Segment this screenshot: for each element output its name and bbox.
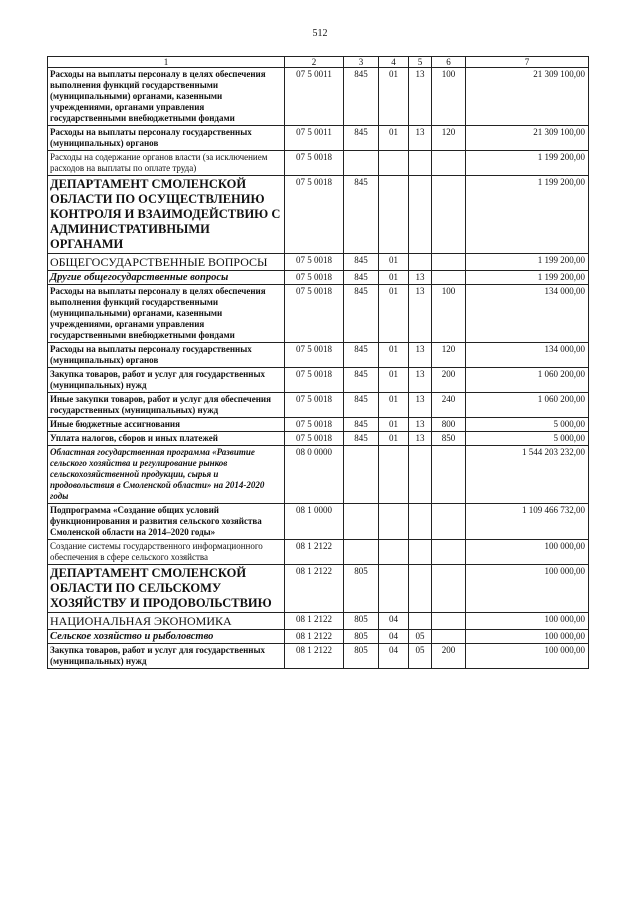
target-article-cell: 07 5 0018 bbox=[285, 343, 344, 368]
expense-name-cell: ДЕПАРТАМЕНТ СМОЛЕНСКОЙ ОБЛАСТИ ПО СЕЛЬСКОМУ ХОЗЯЙСТВУ И ПРОДОВОЛЬСТВИЮ bbox=[48, 565, 285, 613]
header-col-1: 1 bbox=[48, 57, 285, 68]
ministry-code-cell: 805 bbox=[344, 565, 379, 613]
section-code-cell: 01 bbox=[379, 432, 409, 446]
section-code-cell: 01 bbox=[379, 418, 409, 432]
target-article-cell: 07 5 0018 bbox=[285, 418, 344, 432]
table-body bbox=[48, 68, 589, 669]
ministry-code-cell: 845 bbox=[344, 285, 379, 343]
target-article-cell: 08 0 0000 bbox=[285, 446, 344, 504]
section-code-cell: 01 bbox=[379, 343, 409, 368]
amount-cell: 134 000,00 bbox=[466, 343, 589, 368]
section-code-cell bbox=[379, 446, 409, 504]
subsection-code-cell: 13 bbox=[409, 432, 432, 446]
expense-name-cell: ДЕПАРТАМЕНТ СМОЛЕНСКОЙ ОБЛАСТИ ПО ОСУЩЕСТВЛЕНИЮ КОНТРОЛЯ И ВЗАИМОДЕЙСТВИЮ С АДМИНИСТРАТИВНЫМИ ОРГАНАМИ bbox=[48, 176, 285, 254]
header-row bbox=[48, 57, 589, 68]
ministry-code-cell bbox=[344, 540, 379, 565]
table-row bbox=[48, 613, 589, 630]
expense-type-cell bbox=[432, 271, 466, 285]
amount-cell: 21 309 100,00 bbox=[466, 126, 589, 151]
expense-type-cell: 120 bbox=[432, 126, 466, 151]
amount-cell: 1 199 200,00 bbox=[466, 271, 589, 285]
expense-name-cell: Расходы на содержание органов власти (за исключением расходов на выплаты по оплате труда) bbox=[48, 151, 285, 176]
section-code-cell: 04 bbox=[379, 630, 409, 644]
subsection-code-cell bbox=[409, 151, 432, 176]
amount-cell: 1 060 200,00 bbox=[466, 368, 589, 393]
expense-name-cell: Расходы на выплаты персоналу в целях обеспечения выполнения функций государственными (муниципальными) органами, казенными учреждениями, органами управления государственными внебюджетными фондами bbox=[48, 68, 285, 126]
expense-type-cell: 800 bbox=[432, 418, 466, 432]
section-code-cell bbox=[379, 565, 409, 613]
amount-cell: 21 309 100,00 bbox=[466, 68, 589, 126]
subsection-code-cell: 13 bbox=[409, 343, 432, 368]
ministry-code-cell: 845 bbox=[344, 393, 379, 418]
expense-name-cell: Другие общегосударственные вопросы bbox=[48, 271, 285, 285]
subsection-code-cell: 05 bbox=[409, 630, 432, 644]
section-code-cell bbox=[379, 151, 409, 176]
subsection-code-cell: 13 bbox=[409, 68, 432, 126]
amount-cell: 1 199 200,00 bbox=[466, 151, 589, 176]
table-row bbox=[48, 126, 589, 151]
target-article-cell: 07 5 0011 bbox=[285, 126, 344, 151]
amount-cell: 5 000,00 bbox=[466, 432, 589, 446]
expense-name-cell: НАЦИОНАЛЬНАЯ ЭКОНОМИКА bbox=[48, 613, 285, 630]
expense-type-cell: 100 bbox=[432, 68, 466, 126]
section-code-cell: 01 bbox=[379, 368, 409, 393]
target-article-cell: 08 1 2122 bbox=[285, 540, 344, 565]
subsection-code-cell bbox=[409, 446, 432, 504]
expense-name-cell: Создание системы государственного информационного обеспечения в сфере сельского хозяйства bbox=[48, 540, 285, 565]
target-article-cell: 08 1 2122 bbox=[285, 630, 344, 644]
expense-type-cell: 100 bbox=[432, 285, 466, 343]
subsection-code-cell bbox=[409, 540, 432, 565]
amount-cell: 1 109 466 732,00 bbox=[466, 504, 589, 540]
ministry-code-cell bbox=[344, 446, 379, 504]
target-article-cell: 07 5 0018 bbox=[285, 285, 344, 343]
section-code-cell: 01 bbox=[379, 68, 409, 126]
ministry-code-cell: 805 bbox=[344, 630, 379, 644]
expense-name-cell: Закупка товаров, работ и услуг для государственных (муниципальных) нужд bbox=[48, 368, 285, 393]
expense-name-cell: Иные закупки товаров, работ и услуг для обеспечения государственных (муниципальных) нужд bbox=[48, 393, 285, 418]
section-code-cell bbox=[379, 540, 409, 565]
table-row bbox=[48, 271, 589, 285]
header-col-6: 6 bbox=[432, 57, 466, 68]
expense-name-cell: Подпрограмма «Создание общих условий функционирования и развития сельского хозяйства Смоленской области на 2014–2020 годы» bbox=[48, 504, 285, 540]
section-code-cell: 04 bbox=[379, 613, 409, 630]
target-article-cell: 07 5 0018 bbox=[285, 432, 344, 446]
expense-name-cell: Сельское хозяйство и рыболовство bbox=[48, 630, 285, 644]
amount-cell: 1 060 200,00 bbox=[466, 393, 589, 418]
amount-cell: 100 000,00 bbox=[466, 613, 589, 630]
table-row bbox=[48, 446, 589, 504]
expense-name-cell: Иные бюджетные ассигнования bbox=[48, 418, 285, 432]
table-row bbox=[48, 254, 589, 271]
subsection-code-cell: 05 bbox=[409, 644, 432, 669]
ministry-code-cell bbox=[344, 504, 379, 540]
expense-type-cell: 200 bbox=[432, 644, 466, 669]
ministry-code-cell: 845 bbox=[344, 68, 379, 126]
section-code-cell: 01 bbox=[379, 126, 409, 151]
table-row bbox=[48, 393, 589, 418]
expense-type-cell bbox=[432, 613, 466, 630]
subsection-code-cell: 13 bbox=[409, 285, 432, 343]
subsection-code-cell bbox=[409, 176, 432, 254]
table-row bbox=[48, 418, 589, 432]
expense-type-cell bbox=[432, 151, 466, 176]
page-number: 512 bbox=[312, 28, 328, 39]
amount-cell: 1 199 200,00 bbox=[466, 254, 589, 271]
table-row bbox=[48, 285, 589, 343]
target-article-cell: 07 5 0018 bbox=[285, 151, 344, 176]
target-article-cell: 08 1 2122 bbox=[285, 565, 344, 613]
section-code-cell: 01 bbox=[379, 285, 409, 343]
amount-cell: 134 000,00 bbox=[466, 285, 589, 343]
subsection-code-cell bbox=[409, 613, 432, 630]
target-article-cell: 07 5 0018 bbox=[285, 176, 344, 254]
expense-type-cell: 120 bbox=[432, 343, 466, 368]
subsection-code-cell bbox=[409, 254, 432, 271]
expense-type-cell bbox=[432, 565, 466, 613]
amount-cell: 100 000,00 bbox=[466, 565, 589, 613]
subsection-code-cell bbox=[409, 565, 432, 613]
expense-type-cell bbox=[432, 176, 466, 254]
expense-name-cell: Расходы на выплаты персоналу государственных (муниципальных) органов bbox=[48, 343, 285, 368]
expense-name-cell: Уплата налогов, сборов и иных платежей bbox=[48, 432, 285, 446]
expense-type-cell bbox=[432, 630, 466, 644]
expense-type-cell bbox=[432, 446, 466, 504]
section-code-cell: 01 bbox=[379, 271, 409, 285]
target-article-cell: 07 5 0018 bbox=[285, 393, 344, 418]
ministry-code-cell: 845 bbox=[344, 176, 379, 254]
ministry-code-cell: 845 bbox=[344, 126, 379, 151]
subsection-code-cell: 13 bbox=[409, 368, 432, 393]
expense-type-cell: 200 bbox=[432, 368, 466, 393]
amount-cell: 100 000,00 bbox=[466, 540, 589, 565]
subsection-code-cell: 13 bbox=[409, 126, 432, 151]
amount-cell: 1 544 203 232,00 bbox=[466, 446, 589, 504]
table-row bbox=[48, 343, 589, 368]
header-col-5: 5 bbox=[409, 57, 432, 68]
expense-name-cell: Расходы на выплаты персоналу государственных (муниципальных) органов bbox=[48, 126, 285, 151]
target-article-cell: 08 1 0000 bbox=[285, 504, 344, 540]
ministry-code-cell bbox=[344, 151, 379, 176]
ministry-code-cell: 845 bbox=[344, 254, 379, 271]
table-row bbox=[48, 68, 589, 126]
expense-name-cell: Областная государственная программа «Развитие сельского хозяйства и регулирование рынков сельскохозяйственной продукции, сырья и продовольствия в Смоленской области» на 2014-2020 годы bbox=[48, 446, 285, 504]
expense-name-cell: Расходы на выплаты персоналу в целях обеспечения выполнения функций государственными (муниципальными) органами, казенными учреждениями, органами управления государственными внебюджетными фондами bbox=[48, 285, 285, 343]
target-article-cell: 07 5 0011 bbox=[285, 68, 344, 126]
table-row bbox=[48, 504, 589, 540]
table-row bbox=[48, 540, 589, 565]
subsection-code-cell bbox=[409, 504, 432, 540]
subsection-code-cell: 13 bbox=[409, 271, 432, 285]
section-code-cell bbox=[379, 504, 409, 540]
table-row bbox=[48, 368, 589, 393]
table-row bbox=[48, 630, 589, 644]
table-row bbox=[48, 432, 589, 446]
header-col-7: 7 bbox=[466, 57, 589, 68]
header-col-3: 3 bbox=[344, 57, 379, 68]
amount-cell: 1 199 200,00 bbox=[466, 176, 589, 254]
table-row bbox=[48, 176, 589, 254]
subsection-code-cell: 13 bbox=[409, 393, 432, 418]
target-article-cell: 08 1 2122 bbox=[285, 644, 344, 669]
section-code-cell bbox=[379, 176, 409, 254]
target-article-cell: 07 5 0018 bbox=[285, 368, 344, 393]
amount-cell: 5 000,00 bbox=[466, 418, 589, 432]
table-row bbox=[48, 565, 589, 613]
ministry-code-cell: 845 bbox=[344, 432, 379, 446]
target-article-cell: 08 1 2122 bbox=[285, 613, 344, 630]
table-row bbox=[48, 644, 589, 669]
amount-cell: 100 000,00 bbox=[466, 644, 589, 669]
budget-table bbox=[47, 56, 589, 669]
table-row bbox=[48, 151, 589, 176]
ministry-code-cell: 845 bbox=[344, 418, 379, 432]
section-code-cell: 04 bbox=[379, 644, 409, 669]
expense-type-cell bbox=[432, 254, 466, 271]
expense-type-cell bbox=[432, 540, 466, 565]
ministry-code-cell: 845 bbox=[344, 271, 379, 285]
target-article-cell: 07 5 0018 bbox=[285, 271, 344, 285]
expense-type-cell: 240 bbox=[432, 393, 466, 418]
expense-name-cell: ОБЩЕГОСУДАРСТВЕННЫЕ ВОПРОСЫ bbox=[48, 254, 285, 271]
target-article-cell: 07 5 0018 bbox=[285, 254, 344, 271]
ministry-code-cell: 805 bbox=[344, 644, 379, 669]
header-col-4: 4 bbox=[379, 57, 409, 68]
expense-name-cell: Закупка товаров, работ и услуг для государственных (муниципальных) нужд bbox=[48, 644, 285, 669]
expense-type-cell bbox=[432, 504, 466, 540]
ministry-code-cell: 845 bbox=[344, 343, 379, 368]
section-code-cell: 01 bbox=[379, 254, 409, 271]
header-col-2: 2 bbox=[285, 57, 344, 68]
amount-cell: 100 000,00 bbox=[466, 630, 589, 644]
expense-type-cell: 850 bbox=[432, 432, 466, 446]
section-code-cell: 01 bbox=[379, 393, 409, 418]
budget-table-container bbox=[47, 56, 588, 669]
subsection-code-cell: 13 bbox=[409, 418, 432, 432]
ministry-code-cell: 805 bbox=[344, 613, 379, 630]
ministry-code-cell: 845 bbox=[344, 368, 379, 393]
